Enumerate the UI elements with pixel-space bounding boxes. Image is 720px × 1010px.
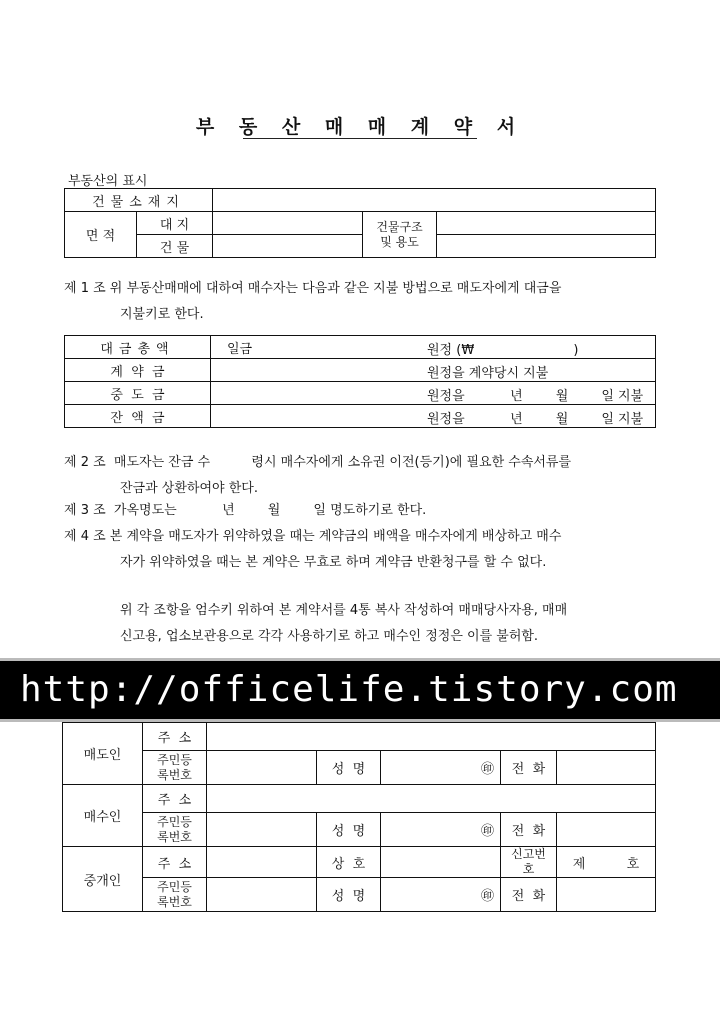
broker-address-value[interactable]: [207, 847, 317, 878]
closing-paragraph: [64, 598, 664, 650]
buyer-id-value[interactable]: [207, 813, 317, 847]
property-table: [64, 188, 656, 258]
title-underline: [243, 138, 477, 139]
building-value[interactable]: [213, 235, 363, 258]
broker-business-label: 상 호: [317, 847, 381, 878]
structure-value-1[interactable]: [437, 212, 656, 235]
balance-suffix: 원정을 년 월 일 지불: [427, 412, 644, 427]
seller-id-label-line1: 주민등: [157, 752, 192, 767]
seller-id-label: [143, 751, 207, 785]
seal-icon: ㊞: [480, 824, 494, 839]
property-section-label: 부동산의 표시: [68, 174, 148, 189]
article-2-line1: 제 2 조 매도자는 잔금 수 령시 매수자에게 소유권 이전(등기)에 필요한 수속서류를: [64, 455, 572, 470]
broker-report-no-label: 신고번호: [501, 847, 557, 878]
total-value[interactable]: [211, 336, 656, 359]
balance-label: 잔 액 금: [65, 405, 211, 428]
deposit-value[interactable]: [211, 359, 656, 382]
broker-id-label-line1: 주민등: [157, 879, 192, 894]
buyer-phone-label: 전 화: [501, 813, 557, 847]
watermark-url[interactable]: http://officelife.tistory.com: [20, 669, 678, 710]
buyer-address-label: 주 소: [143, 785, 207, 813]
total-suffix: 원정 (₩ ): [427, 343, 579, 358]
structure-value-2[interactable]: [437, 235, 656, 258]
seller-id-value[interactable]: [207, 751, 317, 785]
broker-name-label: 성 명: [317, 878, 381, 912]
buyer-label: 매수인: [63, 785, 143, 847]
broker-phone-label: 전 화: [501, 878, 557, 912]
parties-table: [62, 722, 656, 912]
article-1: [64, 276, 664, 328]
seller-address-value[interactable]: [207, 723, 656, 751]
buyer-id-label: [143, 813, 207, 847]
buyer-address-value[interactable]: [207, 785, 656, 813]
seal-icon: ㊞: [480, 762, 494, 777]
deposit-label: 계 약 금: [65, 359, 211, 382]
land-label: 대 지: [137, 212, 213, 235]
structure-label: [363, 212, 437, 258]
buyer-name-label: 성 명: [317, 813, 381, 847]
broker-id-label-line2: 록번호: [157, 894, 192, 909]
broker-business-value[interactable]: [381, 847, 501, 878]
broker-report-no-value[interactable]: 제 호: [557, 847, 656, 878]
seller-id-label-line2: 록번호: [157, 767, 192, 782]
payment-table: [64, 335, 656, 428]
broker-phone-value[interactable]: [557, 878, 656, 912]
buyer-id-label-line2: 록번호: [157, 829, 192, 844]
seller-name-value[interactable]: [381, 751, 501, 785]
broker-id-label: [143, 878, 207, 912]
broker-label: 중개인: [63, 847, 143, 912]
article-1-line2: 지불키로 한다.: [120, 307, 204, 322]
balance-value[interactable]: [211, 405, 656, 428]
total-prefix: 일금: [227, 341, 253, 357]
seller-address-label: 주 소: [143, 723, 207, 751]
article-1-line1: 제 1 조 위 부동산매매에 대하여 매수자는 다음과 같은 지불 방법으로 매도자에게 대금을: [64, 281, 562, 296]
article-3-line1: 제 3 조 가옥명도는 년 월 일 명도하기로 한다.: [64, 503, 427, 518]
seller-phone-value[interactable]: [557, 751, 656, 785]
location-value[interactable]: [213, 189, 656, 212]
article-2-line2: 잔금과 상환하여야 한다.: [120, 481, 258, 496]
document-title: 부 동 산 매 매 계 약 서: [195, 116, 525, 138]
building-label: 건 물: [137, 235, 213, 258]
middle-payment-label: 중 도 금: [65, 382, 211, 405]
buyer-id-label-line1: 주민등: [157, 814, 192, 829]
seller-label: 매도인: [63, 723, 143, 785]
article-2: [64, 450, 664, 502]
broker-address-label: 주 소: [143, 847, 207, 878]
structure-label-line2: 및 용도: [380, 234, 419, 249]
buyer-name-value[interactable]: [381, 813, 501, 847]
structure-label-line1: 건물구조: [376, 219, 423, 234]
closing-line2: 신고용, 업소보관용으로 각각 사용하기로 하고 매수인 정정은 이를 불허함.: [120, 629, 539, 644]
closing-line1: 위 각 조항을 엄수키 위하여 본 계약서를 4통 복사 작성하여 매매당사자용, 매매: [120, 603, 568, 618]
article-4-line1: 제 4 조 본 계약을 매도자가 위약하였을 때는 계약금의 배액을 매수자에게 배상하고 매수: [64, 529, 562, 544]
middle-payment-value[interactable]: [211, 382, 656, 405]
land-value[interactable]: [213, 212, 363, 235]
area-label: 면 적: [65, 212, 137, 258]
seller-name-label: 성 명: [317, 751, 381, 785]
buyer-phone-value[interactable]: [557, 813, 656, 847]
location-label: 건물소재지: [65, 189, 213, 212]
total-label: 대금총액: [65, 336, 211, 359]
watermark-banner: [0, 658, 720, 722]
article-4: [64, 524, 664, 576]
middle-payment-suffix: 원정을 년 월 일 지불: [427, 389, 644, 404]
broker-id-value[interactable]: [207, 878, 317, 912]
seal-icon: ㊞: [480, 889, 494, 904]
seller-phone-label: 전 화: [501, 751, 557, 785]
article-3: [64, 498, 664, 524]
deposit-suffix: 원정을 계약당시 지불: [427, 366, 549, 381]
broker-name-value[interactable]: [381, 878, 501, 912]
article-4-line2: 자가 위약하였을 때는 본 계약은 무효로 하며 계약금 반환청구를 할 수 없다.: [120, 555, 547, 570]
